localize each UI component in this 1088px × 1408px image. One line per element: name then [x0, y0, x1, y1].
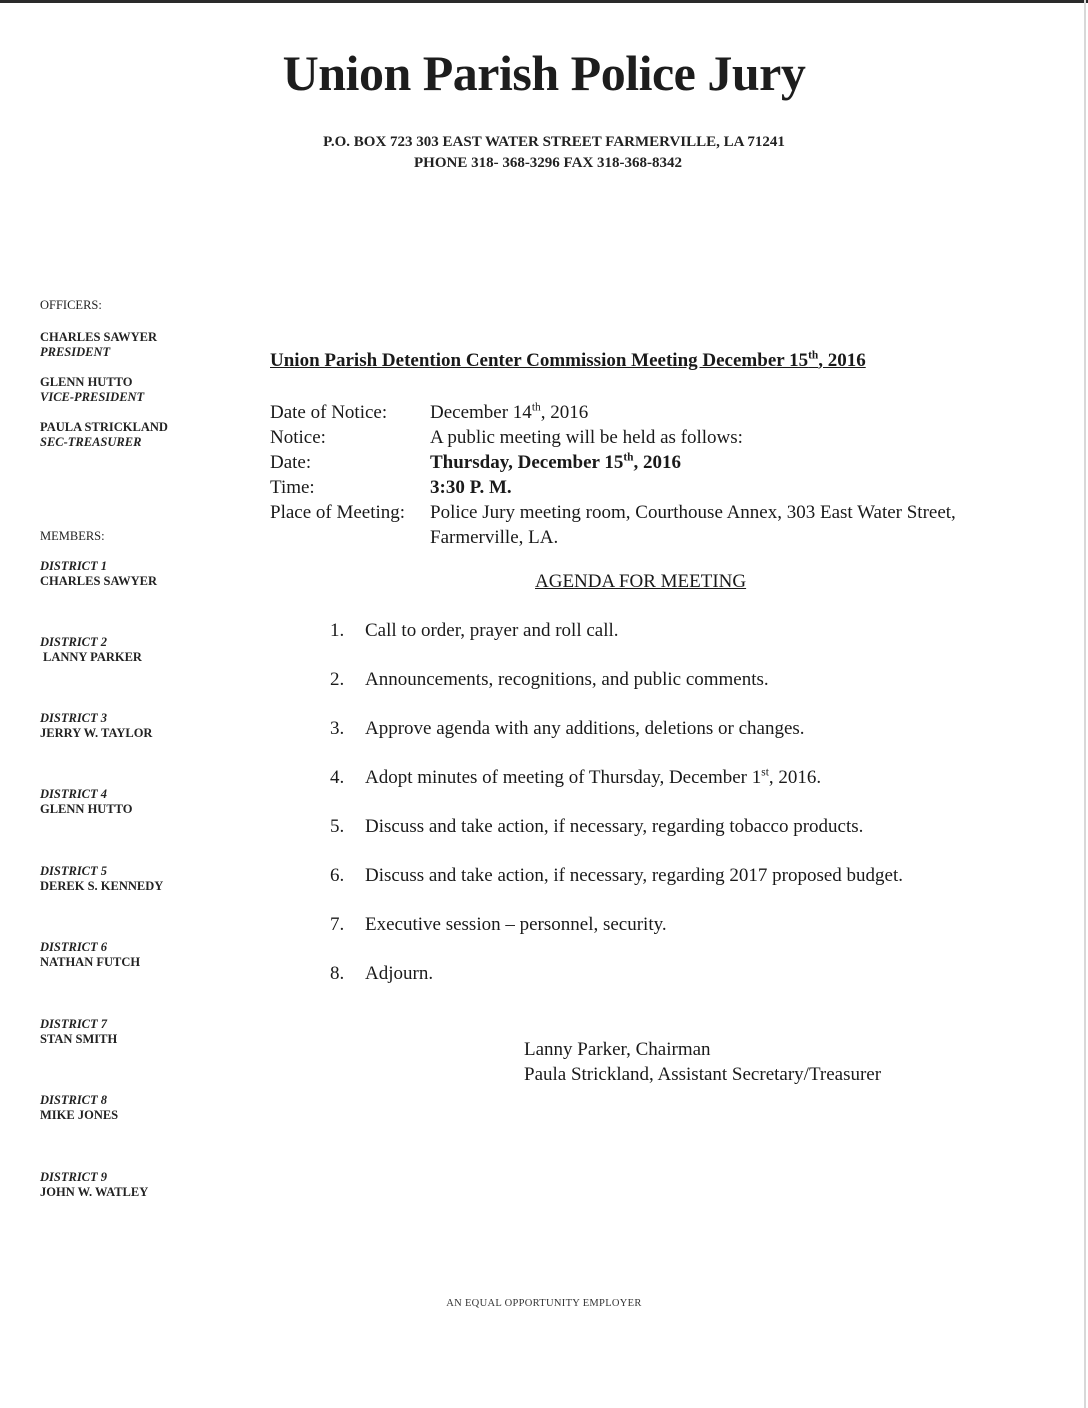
- notice-value: A public meeting will be held as follows:: [430, 427, 743, 448]
- agenda-item: [330, 963, 903, 1012]
- agenda-item: [330, 767, 903, 816]
- member-name: LANNY PARKER: [43, 650, 142, 664]
- member-name: CHARLES SAWYER: [40, 574, 158, 588]
- member-district: DISTRICT 2: [40, 635, 108, 649]
- member-district: DISTRICT 8: [40, 1093, 108, 1107]
- member-name: DEREK S. KENNEDY: [40, 879, 164, 893]
- officer-entry: [40, 375, 144, 405]
- officer-title: VICE-PRESIDENT: [40, 390, 145, 404]
- member-entry: [40, 864, 163, 894]
- notice-row-notice: [270, 425, 990, 450]
- agenda-item: [330, 914, 903, 963]
- signature-block: [524, 1037, 881, 1087]
- agenda-item-number: 7.: [330, 914, 345, 935]
- agenda-item-text: Adjourn.: [365, 963, 434, 984]
- page-right-border: [1084, 0, 1086, 1408]
- member-district: DISTRICT 5: [40, 864, 108, 878]
- officer-title: PRESIDENT: [40, 345, 111, 359]
- agenda-item: [330, 865, 903, 914]
- member-district: DISTRICT 3: [40, 711, 108, 725]
- member-district: DISTRICT 4: [40, 787, 108, 801]
- place-label: Place of Meeting:: [270, 502, 406, 523]
- agenda-title: AGENDA FOR MEETING: [535, 571, 747, 592]
- agenda-item-number: 2.: [330, 669, 345, 690]
- officer-title: SEC-TREASURER: [40, 435, 142, 449]
- agenda-item-text: Discuss and take action, if necessary, regarding 2017 proposed budget.: [365, 865, 904, 886]
- agenda-item: [330, 620, 903, 669]
- place-value: Police Jury meeting room, Courthouse Annex, 303 East Water Street, Farmerville, LA.: [430, 502, 956, 548]
- organization-title: Union Parish Police Jury: [282, 45, 806, 101]
- member-district: DISTRICT 1: [40, 559, 108, 573]
- organization-address: P.O. BOX 723 303 EAST WATER STREET FARMERVILLE, LA 71241: [323, 134, 785, 150]
- member-name: JOHN W. WATLEY: [40, 1185, 149, 1199]
- officers-header: OFFICERS:: [40, 298, 102, 312]
- time-label: Time:: [270, 477, 315, 498]
- notice-row-place: [270, 500, 990, 550]
- organization-phone-fax: PHONE 318- 368-3296 FAX 318-368-8342: [413, 155, 683, 171]
- officer-entry: [40, 330, 157, 360]
- member-entry: [40, 711, 152, 741]
- member-district: DISTRICT 6: [40, 940, 108, 954]
- notice-row-time: [270, 475, 990, 500]
- members-header: MEMBERS:: [40, 529, 105, 543]
- member-district: DISTRICT 9: [40, 1170, 108, 1184]
- date-of-notice-label: Date of Notice:: [270, 402, 388, 423]
- date-value: Thursday, December 15th, 2016: [430, 451, 681, 473]
- agenda-item-text: Call to order, prayer and roll call.: [365, 620, 619, 641]
- member-name: MIKE JONES: [40, 1108, 119, 1122]
- officer-name: CHARLES SAWYER: [40, 330, 158, 344]
- member-entry: [40, 787, 133, 817]
- notice-block: [270, 400, 990, 550]
- notice-label: Notice:: [270, 427, 326, 448]
- signature-secretary: Paula Strickland, Assistant Secretary/Treasurer: [524, 1064, 882, 1085]
- notice-row-date: [270, 450, 990, 475]
- member-entry: [40, 1170, 148, 1200]
- member-name: NATHAN FUTCH: [40, 955, 141, 969]
- agenda-item: [330, 816, 903, 865]
- agenda-item-text: Adopt minutes of meeting of Thursday, December 1st, 2016.: [365, 766, 822, 788]
- date-label: Date:: [270, 452, 312, 473]
- notice-row-date-of-notice: [270, 400, 990, 425]
- member-entry: [40, 635, 142, 665]
- member-entry: [40, 1017, 117, 1047]
- date-of-notice-value: December 14th, 2016: [430, 401, 589, 423]
- member-district: DISTRICT 7: [40, 1017, 108, 1031]
- officer-entry: [40, 420, 168, 450]
- meeting-title: Union Parish Detention Center Commission Meeting December 15th, 2016: [270, 349, 866, 371]
- agenda-item: [330, 718, 903, 767]
- agenda-item-number: 3.: [330, 718, 345, 739]
- agenda-item-text: Executive session – personnel, security.: [365, 914, 667, 935]
- signature-chairman: Lanny Parker, Chairman: [524, 1039, 711, 1060]
- agenda-item-number: 8.: [330, 963, 345, 984]
- agenda-item-text: Approve agenda with any additions, deletions or changes.: [365, 718, 805, 739]
- member-entry: [40, 559, 157, 589]
- officer-name: PAULA STRICKLAND: [40, 420, 168, 434]
- member-entry: [40, 1093, 118, 1123]
- member-name: GLENN HUTTO: [40, 802, 133, 816]
- agenda-item-number: 1.: [330, 620, 345, 641]
- member-entry: [40, 940, 140, 970]
- agenda-item-text: Announcements, recognitions, and public comments.: [365, 669, 769, 690]
- officer-name: GLENN HUTTO: [40, 375, 133, 389]
- agenda-item-number: 4.: [330, 767, 345, 788]
- member-name: JERRY W. TAYLOR: [40, 726, 153, 740]
- member-name: STAN SMITH: [40, 1032, 118, 1046]
- agenda-item-text: Discuss and take action, if necessary, regarding tobacco products.: [365, 816, 864, 837]
- agenda-item: [330, 669, 903, 718]
- page-top-border: [0, 0, 1088, 3]
- footer-equal-opportunity: AN EQUAL OPPORTUNITY EMPLOYER: [446, 1298, 642, 1309]
- agenda-item-number: 5.: [330, 816, 345, 837]
- time-value: 3:30 P. M.: [430, 477, 512, 498]
- agenda-item-number: 6.: [330, 865, 345, 886]
- agenda-list: [330, 620, 903, 1012]
